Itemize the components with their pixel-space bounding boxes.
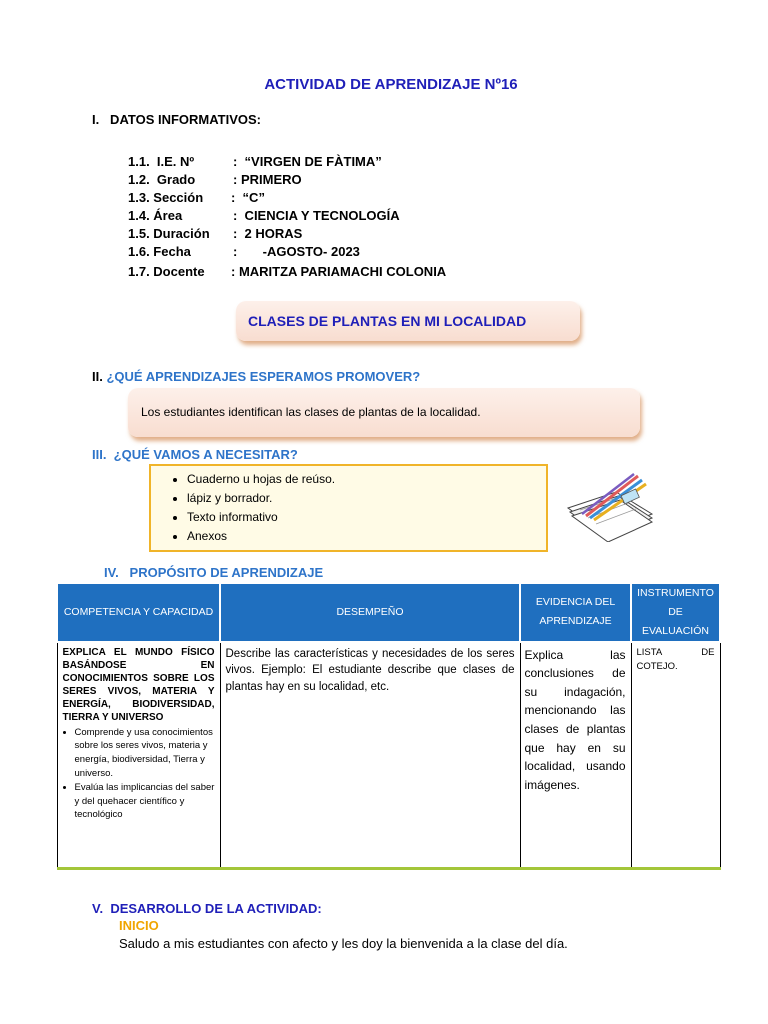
capacidades-list	[63, 726, 215, 822]
cell-desempeno	[220, 642, 520, 869]
materials-item: • Texto informativo	[187, 508, 546, 527]
cell-competencia	[57, 642, 220, 869]
info-value-seccion: : “C”	[231, 190, 265, 205]
capacidad-item: • Evalúa las implicancias del saber y del quehacer científico y tecnológico	[75, 781, 215, 822]
section-2-title: ¿QUÉ APRENDIZAJES ESPERAMOS PROMOVER?	[106, 369, 421, 384]
header-instrumento: INSTRUMENTO DE EVALUACIÓN	[631, 583, 720, 642]
cell-evidencia	[520, 642, 631, 869]
header-evidencia: EVIDENCIA DEL APRENDIZAJE	[520, 583, 631, 642]
section-2-heading	[92, 369, 420, 384]
info-label-docente: 1.7. Docente	[128, 264, 205, 279]
inicio-text: Saludo a mis estudiantes con afecto y les doy la bienvenida a la clase del día.	[119, 936, 568, 951]
info-value-ie: : “VIRGEN DE FÀTIMA”	[233, 154, 382, 169]
info-label-grado: 1.2. Grado	[128, 172, 196, 187]
section-4-heading: IV. PROPÓSITO DE APRENDIZAJE	[104, 565, 324, 580]
learning-goal-text: Los estudiantes identifican las clases de plantas de la localidad.	[141, 405, 481, 419]
materials-item: • Cuaderno u hojas de reúso.	[187, 470, 546, 489]
table-header-row	[57, 583, 720, 642]
topic-title: CLASES DE PLANTAS EN MI LOCALIDAD	[248, 313, 527, 329]
competencia-text: EXPLICA EL MUNDO FÍSICO BASÁNDOSE EN CONOCIMIENTOS SOBRE LOS SERES VIVOS, MATERIA Y ENERGÍA, BIODIVERSIDAD, TIERRA Y UNIVERSO	[62, 646, 215, 723]
info-label-ie: 1.1. I.E. Nº	[128, 154, 195, 169]
info-value-grado: : PRIMERO	[233, 172, 302, 187]
materials-box	[149, 464, 548, 552]
topic-callout	[236, 301, 580, 341]
table-row	[57, 642, 720, 869]
info-label-fecha: 1.6. Fecha	[128, 244, 191, 259]
instrumento-text: LISTA DE COTEJO.	[636, 646, 715, 672]
section-5-heading: V. DESARROLLO DE LA ACTIVIDAD:	[92, 901, 322, 916]
materials-list	[151, 470, 546, 546]
evidencia-text: Explica las conclusiones de su indagación, mencionando las clases de plantas que hay en su localidad, usando imágenes.	[524, 647, 626, 792]
info-value-duracion: : 2 HORAS	[233, 226, 303, 241]
section-3-heading: III. ¿QUÉ VAMOS A NECESITAR?	[92, 447, 298, 462]
section-1-heading: I. DATOS INFORMATIVOS:	[92, 112, 261, 127]
info-value-docente: : MARITZA PARIAMACHI COLONIA	[231, 264, 447, 279]
learning-goal-callout	[128, 388, 640, 437]
info-label-seccion: 1.3. Sección	[128, 190, 204, 205]
header-desempeno: DESEMPEÑO	[220, 583, 520, 642]
cell-instrumento	[631, 642, 720, 869]
materials-item: • lápiz y borrador.	[187, 489, 546, 508]
info-value-area: : CIENCIA Y TECNOLOGÍA	[233, 208, 400, 223]
purpose-table	[56, 582, 721, 870]
capacidad-item: • Comprende y usa conocimientos sobre los seres vivos, materia y energía, biodiversidad, Tierra y universo.	[75, 726, 215, 781]
document-title: ACTIVIDAD DE APRENDIZAJE Nº16	[264, 76, 518, 93]
info-value-fecha: : -AGOSTO- 2023	[233, 244, 360, 259]
inicio-label: INICIO	[119, 918, 159, 933]
desempeno-text: Describe las características y necesidades de los seres vivos. Ejemplo: El estudiante describe que clases de plantas hay en su localidad, etc.	[225, 647, 515, 694]
section-2-number: II.	[92, 369, 103, 384]
info-label-duracion: 1.5. Duración	[128, 226, 210, 241]
info-label-area: 1.4. Área	[128, 208, 183, 223]
header-competencia: COMPETENCIA Y CAPACIDAD	[57, 583, 220, 642]
materials-item: • Anexos	[187, 527, 546, 546]
notebook-and-pencils-icon	[560, 470, 656, 542]
